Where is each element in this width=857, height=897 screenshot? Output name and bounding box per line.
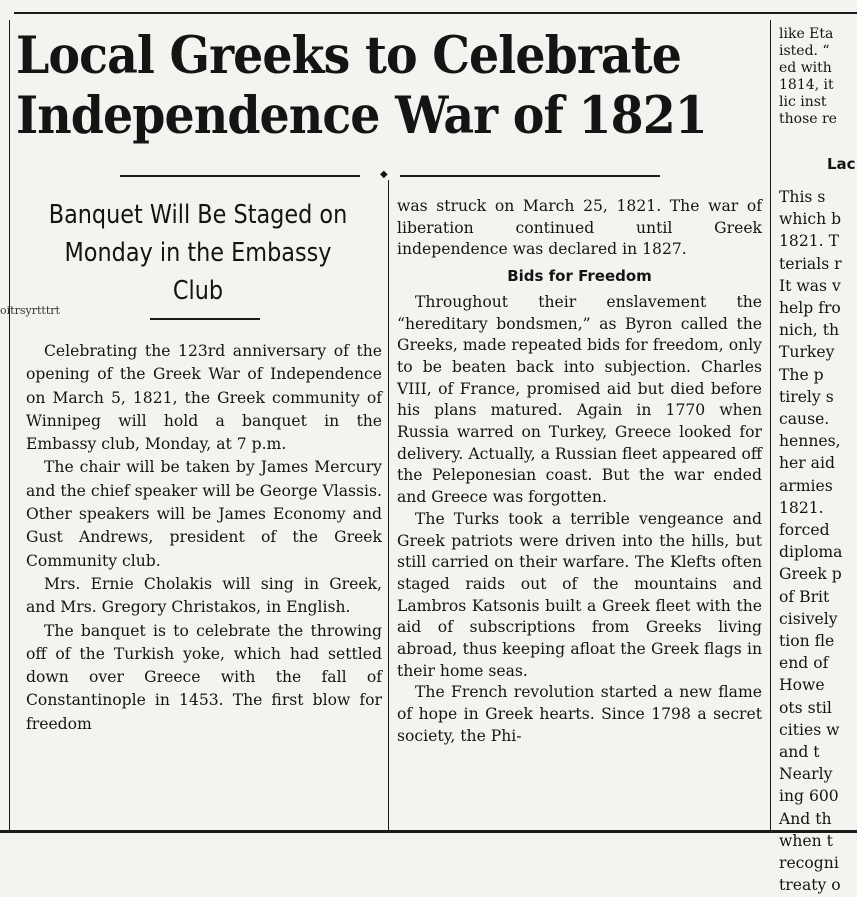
column-rule-right bbox=[770, 20, 771, 830]
separator-ornament: ◆ bbox=[380, 169, 388, 180]
left-edge-letter: s bbox=[19, 304, 26, 317]
column-3-line: Turkey bbox=[779, 343, 835, 362]
column-3-line: It was v bbox=[779, 276, 841, 295]
column-3-line: nich, th bbox=[779, 321, 840, 340]
column-3-line: diploma bbox=[779, 543, 843, 562]
column-3-line: Greek p bbox=[779, 565, 842, 584]
column-3-line: lic inst bbox=[779, 94, 827, 110]
column-3-line: like Eta bbox=[779, 26, 834, 42]
paragraph-4: The banquet is to celebrate the throwing off of the Turkish yoke, which had settled down over Greece with the fall of Constantinople in 1453. The first blow for freedom bbox=[26, 621, 382, 733]
left-edge-letter: t bbox=[45, 304, 51, 317]
article-column-1 bbox=[26, 340, 382, 736]
column-3-line: cause. bbox=[779, 410, 830, 429]
left-edge-letter: r bbox=[14, 304, 20, 317]
left-edge-letter: r bbox=[50, 304, 56, 317]
column-3-line: tion fle bbox=[779, 632, 835, 651]
paragraph-2: The chair will be taken by James Mercury and the chief speaker will be George Vlassis. Other speakers will be James Economy and Gust Andrews, president of the Greek Community club. bbox=[26, 458, 382, 570]
column-3-line: hennes, bbox=[779, 432, 841, 451]
column-2-paragraph-1: Throughout their enslavement the “hereditary bondsmen,” as Byron called the Greeks, made repeated bids for freedom, only to be beaten back into subjection. Charles VIII, of France, promised aid but died before his plans matured. Again in 1770 when Russia warred on Turkey, Greece looked for delivery. Actually, a Russian fleet appeared off the Peleponesian coast. But the war ended and Greece was forgotten. bbox=[397, 292, 762, 507]
column-3-line: ots stil bbox=[779, 698, 832, 717]
headline-line-1: Local Greeks to Celebrate bbox=[16, 26, 681, 86]
left-edge-letter: y bbox=[25, 304, 32, 317]
column-3-line: recogni bbox=[779, 854, 839, 873]
deck-separator bbox=[150, 318, 260, 320]
headline bbox=[16, 26, 714, 146]
column-3-top-fragment bbox=[779, 26, 857, 128]
column-3-line: treaty o bbox=[779, 876, 841, 895]
column-3-line: of Brit bbox=[779, 587, 830, 606]
headline-separator-left bbox=[120, 175, 360, 177]
column-3-line: end of bbox=[779, 654, 829, 673]
column-3-line: ing 600 bbox=[779, 787, 839, 806]
headline-separator-right bbox=[400, 175, 660, 177]
column-3-line: and t bbox=[779, 743, 820, 762]
column-3-line: 1814, it bbox=[779, 77, 834, 93]
column-3-line: which b bbox=[779, 210, 842, 229]
column-2-paragraph-2: The Turks took a terrible vengeance and Greek patriots were driven into the hills, but still carried on their warfare. The Klefts often staged raids out of the mountains and Lambros Katsonis built a Greek fleet with the aid of subscriptions from Greeks living abroad, thus keeping afloat the Greek flags in their home seas. bbox=[397, 509, 762, 680]
column-3-line: ed with bbox=[779, 60, 832, 76]
left-edge-letter: t bbox=[36, 304, 42, 317]
headline-line-2: Independence War of 1821 bbox=[16, 86, 707, 146]
column-3-subhead: Lac bbox=[827, 155, 856, 173]
column-3-line: tirely s bbox=[779, 387, 834, 406]
article-column-3-cropped bbox=[779, 26, 857, 895]
deck-line-2: Monday in the Embassy bbox=[64, 238, 332, 268]
column-3-line: The p bbox=[779, 365, 824, 384]
column-3-line: This s bbox=[779, 188, 826, 206]
column-3-line: 1821. bbox=[779, 498, 824, 517]
deck-headline bbox=[35, 196, 362, 310]
bottom-rule bbox=[0, 830, 857, 833]
column-rule-left bbox=[6, 20, 11, 830]
column-3-line: cisively bbox=[779, 609, 838, 628]
article-column-2 bbox=[397, 196, 762, 748]
left-edge-letter: t bbox=[55, 304, 60, 317]
top-rule bbox=[14, 12, 857, 14]
column-3-line: help fro bbox=[779, 299, 841, 318]
column-3-line: 1821. T bbox=[779, 232, 839, 251]
column-3-line: armies bbox=[779, 476, 833, 495]
column-3-line: Nearly bbox=[779, 765, 833, 784]
column-3-line: those re bbox=[779, 111, 837, 127]
left-edge-letter: t bbox=[41, 304, 46, 317]
column-3-line: cities w bbox=[779, 720, 840, 739]
deck-line-1: Banquet Will Be Staged on bbox=[48, 200, 348, 230]
column-3-body-fragment bbox=[779, 186, 842, 897]
column-rule-center bbox=[388, 180, 389, 830]
column-3-line: terials r bbox=[779, 254, 842, 273]
left-edge-letter: r bbox=[31, 304, 37, 317]
column-3-line: And th bbox=[779, 809, 832, 828]
column-3-line: her aid bbox=[779, 454, 835, 473]
column-3-line: when t bbox=[779, 831, 833, 850]
left-edge-fragments bbox=[0, 300, 60, 322]
column-3-line: Howe bbox=[779, 676, 825, 695]
left-edge-letter: o bbox=[0, 304, 7, 317]
left-edge-letter: i bbox=[6, 304, 11, 317]
deck-line-3: Club bbox=[172, 276, 224, 306]
left-edge-letter: t bbox=[10, 304, 15, 317]
subhead-bids-for-freedom: Bids for Freedom bbox=[507, 267, 652, 286]
paragraph-1: Celebrating the 123rd anniversary of the opening of the Greek War of Independence on March 5, 1821, the Greek community of Winnipeg will hold a banquet in the Embassy club, Monday, at 7 p.m. bbox=[26, 342, 382, 454]
column-3-line: forced bbox=[779, 521, 830, 540]
column-2-lead: was struck on March 25, 1821. The war of liberation continued until Greek independence was declared in 1827. bbox=[397, 197, 762, 259]
column-2-paragraph-3: The French revolution started a new flame of hope in Greek hearts. Since 1798 a secret society, the Phi- bbox=[397, 683, 762, 745]
paragraph-3: Mrs. Ernie Cholakis will sing in Greek, and Mrs. Gregory Christakos, in English. bbox=[26, 574, 382, 617]
column-3-line: isted. “ bbox=[779, 43, 830, 59]
